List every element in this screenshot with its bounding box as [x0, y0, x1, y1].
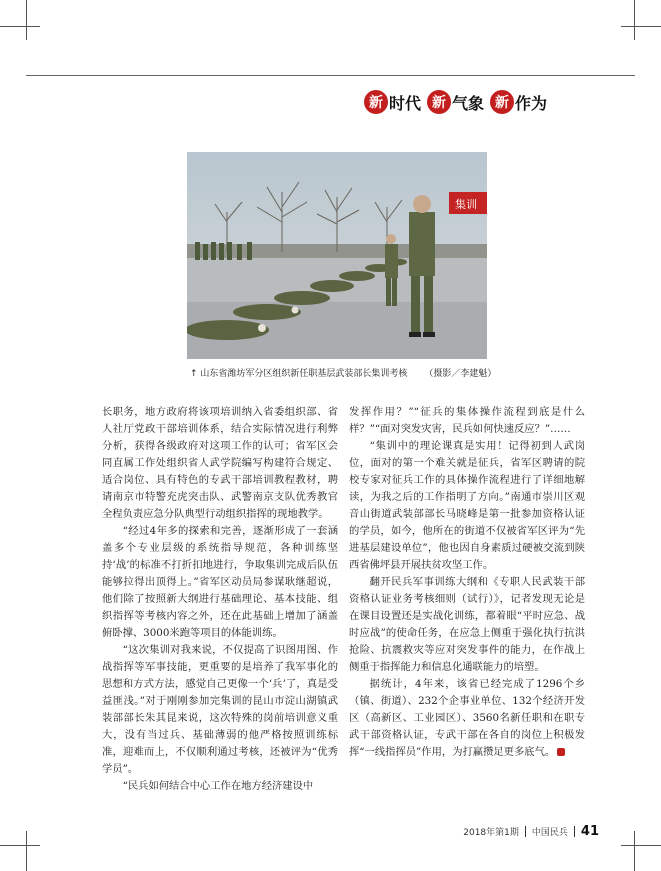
page-footer [463, 824, 599, 839]
paragraph: “集训中的理论课真是实用！记得初到人武岗位，面对的第一个难关就是征兵，省军区聘请的院校专家对征兵工作的具体操作流程进行了详细地解读，为我之后的工作指明了方向。”南通市崇川区观音山街道武装部部长马晓峰是第一批参加资格认证的学员，如今，他所在的街道不仅被省军区评为“先进基层建设单位”，他也因自身素质过硬被交流到陕西省佛坪县开展扶贫攻坚工作。 [349, 440, 585, 571]
crop-mark-top-right-h [621, 26, 661, 27]
training-photo [187, 152, 487, 359]
crop-mark-bottom-left-h [0, 845, 40, 846]
crop-mark-top-right-v [634, 0, 635, 40]
sign-text: 集训 [455, 198, 477, 211]
paragraph: 发挥作用？”“征兵的集体操作流程到底是什么样？”“面对突发灾害，民兵如何快速反应？”…… [349, 406, 585, 435]
paragraph [349, 676, 585, 761]
header-rule [26, 75, 635, 76]
header-word-3: 作为 [514, 93, 547, 113]
caption-credit: （摄影／李建魁） [424, 369, 497, 379]
magazine-name: 中国民兵 [531, 828, 568, 838]
footer-divider [574, 826, 575, 837]
paragraph: 翻开民兵军事训练大纲和《专职人民武装干部资格认证业务考核细则（试行）》，记者发现无论是在课目设置还是实战化训练，都着眼“平时应急、战时应战”的使命任务，在应急上侧重于强化执行抗洪抢险、抗震救灾等应对突发事件的能力，在作战上侧重于指挥能力和信息化通联能力的培塑。 [349, 576, 585, 673]
crop-mark-bottom-left-v [26, 831, 27, 871]
crop-mark-bottom-right-h [621, 845, 661, 846]
caption-arrow: ↑ [190, 369, 198, 379]
article-left-column [102, 404, 338, 795]
header-badge-3: 新 [490, 90, 514, 114]
header-badge-2: 新 [427, 90, 451, 114]
page-number: 41 [580, 824, 599, 839]
paragraph: 长职务，地方政府将该项培训纳入省委组织部、省人社厅党政干部培训体系，结合实际情况进行利弊分析，获得各级政府对这项工作的认可；省军区会同直属工作处组织省人武学院编写构建符合规定、适合岗位、具有特色的专武干部培训教程教材，聘请南京市特警充虎突击队、武警南京支队优秀教官全程负责应急分队典型行动组织指挥的现地教学。 [102, 406, 338, 520]
crop-mark-top-left-h [0, 26, 40, 27]
article-right-column [349, 404, 585, 761]
crop-mark-top-left-v [26, 0, 27, 40]
crop-mark-bottom-right-v [634, 831, 635, 871]
paragraph: “经过4年多的探索和完善，逐渐形成了一套涵盖多个专业层级的系统指导规范，各种训练坚持‘战’的标准不打折扣地进行，争取集训完成后队伍能够拉得出顶得上。”省军区动员局参谋耿继超说，他们除了按照新大纲进行基础理论、基本技能、组织指挥等考核内容之外，还在此基础上增加了涵盖俯卧撑、3000米跑等项目的体能训练。 [102, 525, 338, 639]
paragraph-text: 据统计，4年来，该省已经完成了1296个乡（镇、街道）、232个企事业单位、132个经济开发区（高新区、工业园区）、3560名新任职和在职专武干部资格认证，专武干部在各自的岗位上积极发挥“一线指挥员”作用，为打赢攒足更多底气。 [349, 678, 585, 758]
caption-text: 山东省潍坊军分区组织新任职基层武装部长集训考核 [200, 369, 408, 379]
header-badge-1: 新 [364, 90, 388, 114]
photo-caption [190, 366, 510, 379]
paragraph: “民兵如何结合中心工作在地方经济建设中 [122, 780, 314, 792]
issue-label: 2018年第1期 [463, 828, 519, 838]
header-word-1: 时代 [388, 93, 421, 113]
header-word-2: 气象 [451, 93, 484, 113]
section-header [364, 86, 553, 118]
paragraph: “这次集训对我来说，不仅提高了识图用图、作战指挥等军事技能，更重要的是培养了我军事化的思想和方式方法，感觉自己更像一个‘兵’了，真是受益匪浅。”对于刚刚参加完集训的昆山市淀山湖镇武装部部长朱其昆来说，这次特殊的岗前培训意义重大，没有当过兵、基础薄弱的他严格按照训练标准，迎难而上，不仅顺利通过考核，还被评为“优秀学员”。 [102, 644, 338, 775]
end-of-article-icon [557, 748, 565, 756]
footer-divider [525, 826, 526, 837]
